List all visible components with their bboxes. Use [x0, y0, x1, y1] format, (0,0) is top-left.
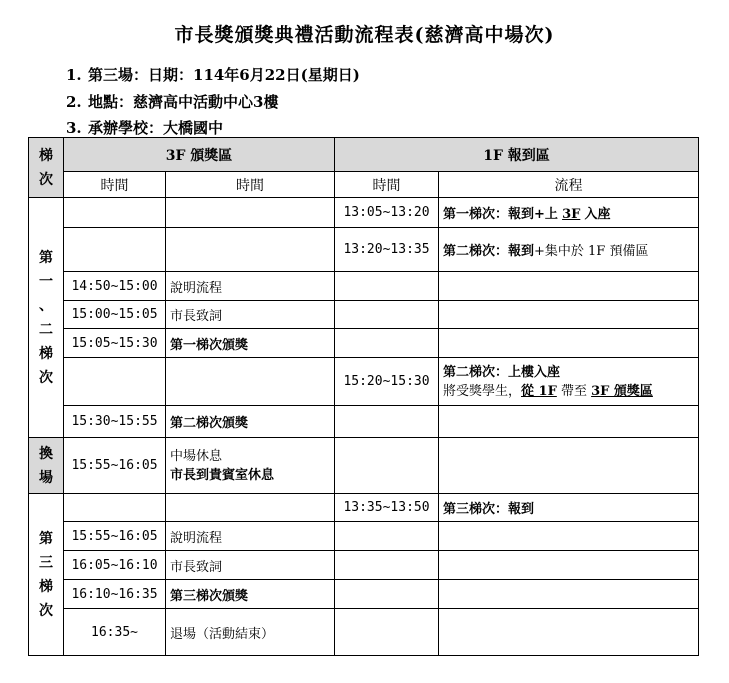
flow-cell: 第一梯次：報到+上 3F 入座	[439, 198, 699, 228]
table-row	[29, 358, 699, 406]
empty-cell	[439, 551, 699, 580]
program-cell: 說明流程	[166, 272, 335, 301]
schedule-table	[28, 137, 699, 656]
program-cell: 退場（活動結束）	[166, 609, 335, 656]
table-row	[29, 329, 699, 358]
empty-cell	[439, 522, 699, 551]
info-number: 3.	[66, 119, 82, 137]
time-cell: 15:30~15:55	[64, 406, 166, 438]
program-cell: 中場休息 市長到貴賓室休息	[166, 438, 335, 494]
table-row	[29, 438, 699, 494]
col-program-3f: 時間	[166, 172, 335, 198]
empty-cell	[166, 198, 335, 228]
table-row	[29, 522, 699, 551]
batch-label-1-2: 第 一 、 二 梯 次	[29, 198, 64, 438]
empty-cell	[439, 580, 699, 609]
time-cell: 16:10~16:35	[64, 580, 166, 609]
empty-cell	[335, 551, 439, 580]
table-row	[29, 228, 699, 272]
time-cell: 16:35~	[64, 609, 166, 656]
empty-cell	[64, 228, 166, 272]
table-row	[29, 609, 699, 656]
info-text: 地點：慈濟高中活動中心3樓	[88, 93, 279, 111]
time-cell: 13:20~13:35	[335, 228, 439, 272]
empty-cell	[439, 438, 699, 494]
time-cell: 15:05~15:30	[64, 329, 166, 358]
table-row	[29, 272, 699, 301]
flow-cell: 第二梯次：報到+集中於 1F 預備區	[439, 228, 699, 272]
area-1f-header: 1F 報到區	[335, 138, 699, 172]
empty-cell	[166, 494, 335, 522]
empty-cell	[335, 580, 439, 609]
flow-cell: 第三梯次：報到	[439, 494, 699, 522]
table-row	[29, 198, 699, 228]
empty-cell	[64, 358, 166, 406]
batch-label-intermission: 換 場	[29, 438, 64, 494]
info-item-organizer	[66, 117, 223, 138]
program-cell: 市長致詞	[166, 301, 335, 329]
page-title: 市長獎頒獎典禮活動流程表(慈濟高中場次)	[174, 24, 555, 46]
table-row	[29, 551, 699, 580]
table-header-row	[29, 138, 699, 172]
program-cell: 第一梯次頒獎	[166, 329, 335, 358]
empty-cell	[439, 609, 699, 656]
area-3f-header: 3F 頒獎區	[64, 138, 335, 172]
table-row	[29, 406, 699, 438]
table-row	[29, 301, 699, 329]
table-subheader-row	[29, 172, 699, 198]
empty-cell	[64, 198, 166, 228]
program-cell: 說明流程	[166, 522, 335, 551]
empty-cell	[166, 228, 335, 272]
table-row	[29, 494, 699, 522]
empty-cell	[335, 522, 439, 551]
empty-cell	[335, 272, 439, 301]
info-item-location	[66, 91, 278, 112]
empty-cell	[64, 494, 166, 522]
time-cell: 15:55~16:05	[64, 438, 166, 494]
info-text: 第三場：日期：114年6月22日(星期日)	[88, 66, 360, 84]
empty-cell	[335, 329, 439, 358]
table-row	[29, 580, 699, 609]
empty-cell	[166, 358, 335, 406]
info-number: 1.	[66, 66, 82, 84]
flow-cell: 第二梯次：上樓入座 將受獎學生，從 1F 帶至 3F 頒獎區	[439, 358, 699, 406]
empty-cell	[335, 406, 439, 438]
time-cell: 15:55~16:05	[64, 522, 166, 551]
empty-cell	[335, 609, 439, 656]
info-number: 2.	[66, 93, 82, 111]
time-cell: 16:05~16:10	[64, 551, 166, 580]
program-cell: 第二梯次頒獎	[166, 406, 335, 438]
empty-cell	[335, 438, 439, 494]
time-cell: 15:20~15:30	[335, 358, 439, 406]
empty-cell	[439, 406, 699, 438]
col-time-1f: 時間	[335, 172, 439, 198]
info-item-date	[66, 64, 360, 85]
col-flow-1f: 流程	[439, 172, 699, 198]
empty-cell	[335, 301, 439, 329]
time-cell: 14:50~15:00	[64, 272, 166, 301]
empty-cell	[439, 329, 699, 358]
col-time-3f: 時間	[64, 172, 166, 198]
time-cell: 13:35~13:50	[335, 494, 439, 522]
empty-cell	[439, 272, 699, 301]
time-cell: 13:05~13:20	[335, 198, 439, 228]
empty-cell	[439, 301, 699, 329]
time-cell: 15:00~15:05	[64, 301, 166, 329]
info-text: 承辦學校：大橋國中	[88, 119, 224, 137]
program-cell: 第三梯次頒獎	[166, 580, 335, 609]
batch-label-3: 第 三 梯 次	[29, 494, 64, 656]
program-cell: 市長致詞	[166, 551, 335, 580]
batch-header: 梯 次	[29, 138, 64, 198]
